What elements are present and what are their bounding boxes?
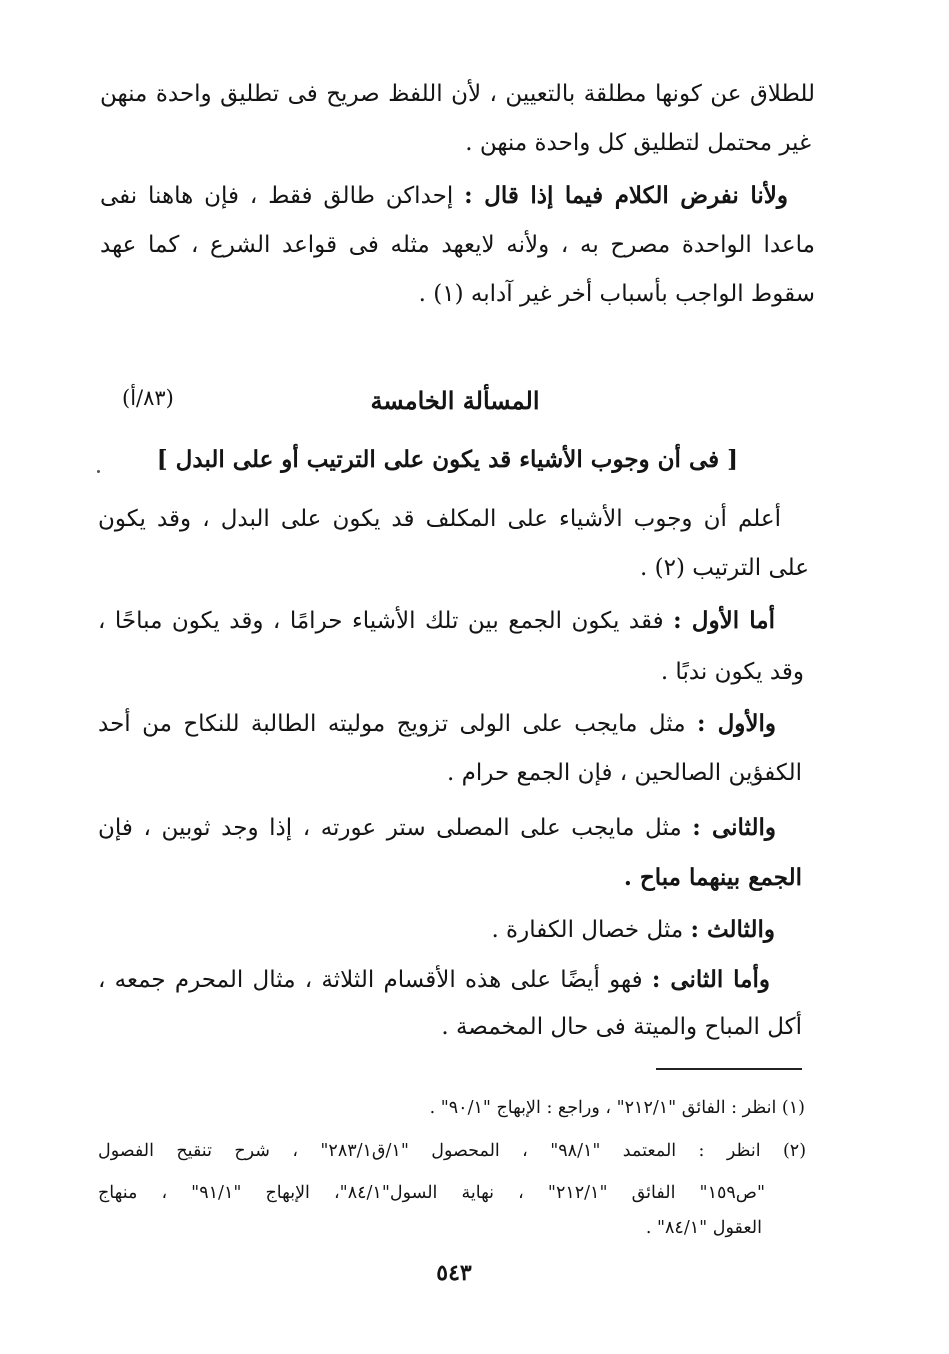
para-4-line-1-rest: مثل مايجب على المصلى ستر عورته ، إذا وجد ثوبين ، فإن xyxy=(98,815,693,841)
para-3-line-1 xyxy=(98,708,776,740)
para-5-line-1 xyxy=(491,914,775,946)
para-6-line-1-rest: فهو أيضًا على هذه الأقسام الثلاثة ، مثال المحرم جمعه ، xyxy=(98,967,652,993)
para-2-lead: أما الأول : xyxy=(673,607,775,634)
intro-line-4: ماعدا الواحدة مصرح به ، ولأنه لايعهد مثله فى قواعد الشرع ، كما عهد xyxy=(100,232,815,258)
para-2-line-1 xyxy=(98,605,775,637)
para-6-line-2: أكل المباح والميتة فى حال المخمصة . xyxy=(441,1014,802,1040)
footnote-2-line-1: (٢) انظر : المعتمد "٩٨/١" ، المحصول "١/ق٢٨٣/١" ، شرح تنقيح الفصول xyxy=(98,1141,807,1161)
para-5-lead: والثالث : xyxy=(690,916,775,943)
intro-line-3 xyxy=(100,180,788,212)
section-ref: (٨٣/أ) xyxy=(122,386,174,410)
para-3-line-1-rest: مثل مايجب على الولى تزويج موليته الطالبة للنكاح من أحد xyxy=(98,711,697,737)
para-3-lead: والأول : xyxy=(696,710,776,737)
intro-line-3-rest: إحداكن طالق فقط ، فإن هاهنا نفى xyxy=(100,183,465,209)
footnote-1: (١) انظر : الفائق "٢١٢/١" ، وراجع : الإبهاج "٩٠/١" . xyxy=(429,1098,805,1118)
para-2-line-1-rest: فقد يكون الجمع بين تلك الأشياء حرامًا ، وقد يكون مباحًا ، xyxy=(98,608,674,634)
section-subtitle: [ فى أن وجوب الأشياء قد يكون على الترتيب أو على البدل ] xyxy=(156,446,738,473)
intro-line-5: سقوط الواجب بأسباب أخر غير آدابه (١) . xyxy=(418,281,815,307)
para-3-line-2: الكفؤين الصالحين ، فإن الجمع حرام . xyxy=(447,760,802,786)
intro-line-1: للطلاق عن كونها مطلقة بالتعيين ، لأن اللفظ صريح فى تطليق واحدة منهن xyxy=(100,81,815,107)
para-6-lead: وأما الثانى : xyxy=(651,966,770,993)
para-1-line-1: أعلم أن وجوب الأشياء على المكلف قد يكون على البدل ، وقد يكون xyxy=(98,506,781,532)
intro-lead-bold: ولأنا نفرض الكلام فيما إذا قال : xyxy=(464,182,788,209)
para-4-line-1 xyxy=(98,812,776,844)
para-6-line-1 xyxy=(98,964,770,996)
para-4-lead: والثانى : xyxy=(692,814,776,841)
para-5-line-1-rest: مثل خصال الكفارة . xyxy=(491,917,691,943)
intro-line-2: غير محتمل لتطليق كل واحدة منهن . xyxy=(465,130,811,156)
margin-dot xyxy=(97,470,100,473)
footnote-2-line-2: "ص١٥٩" الفائق "٢١٢/١" ، نهاية السول"٨٤/١"، الإبهاج "٩١/١" ، منهاج xyxy=(98,1183,765,1203)
para-4-line-2: الجمع بينهما مباح . xyxy=(623,864,802,891)
para-2-line-2: وقد يكون ندبًا . xyxy=(660,659,804,685)
footnote-rule xyxy=(656,1068,802,1070)
para-1-line-2: على الترتيب (٢) . xyxy=(639,555,809,581)
section-title: المسألة الخامسة xyxy=(370,386,540,415)
footnote-2-line-3: العقول "٨٤/١" . xyxy=(645,1218,762,1238)
page-number: ٥٤٣ xyxy=(436,1260,472,1286)
